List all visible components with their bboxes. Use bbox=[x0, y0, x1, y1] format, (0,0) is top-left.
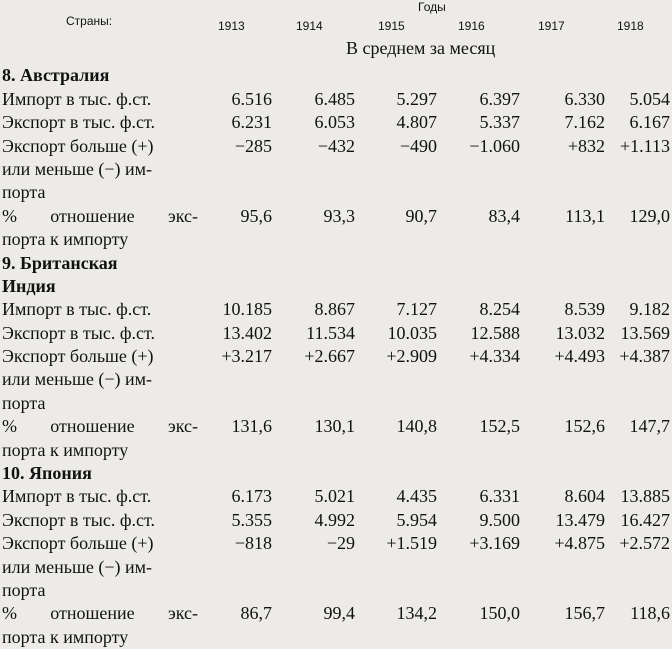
import-1918: 9.182 bbox=[629, 299, 670, 320]
year-1916: 1916 bbox=[458, 19, 485, 33]
balance-1914: +2.667 bbox=[304, 346, 355, 367]
import-label: Импорт в тыс. ф.ст. bbox=[2, 486, 152, 507]
section-title-row bbox=[0, 462, 670, 485]
section-title-row bbox=[0, 64, 670, 87]
export-1917: 13.032 bbox=[555, 322, 605, 343]
percent-label bbox=[0, 204, 200, 227]
percent-1918: 147,7 bbox=[629, 416, 670, 437]
balance-1913: −285 bbox=[234, 135, 272, 156]
import-1915: 7.127 bbox=[396, 299, 437, 320]
year-1918: 1918 bbox=[617, 19, 644, 33]
balance-label: Экспорт больше (+) bbox=[2, 346, 154, 367]
import-1915: 4.435 bbox=[396, 486, 437, 507]
years-header: Годы bbox=[418, 0, 446, 14]
balance-row bbox=[0, 345, 670, 368]
export-1913: 13.402 bbox=[222, 322, 272, 343]
export-1914: 6.053 bbox=[314, 112, 355, 133]
balance-label-line-2: или меньше (−) им- bbox=[2, 158, 152, 179]
balance-label-row-2 bbox=[0, 555, 670, 578]
balance-1916: +4.334 bbox=[469, 346, 520, 367]
subheader-monthly-average: В среднем за месяц bbox=[346, 38, 496, 58]
import-1916: 6.397 bbox=[479, 88, 520, 109]
balance-1917: +4.493 bbox=[554, 346, 605, 367]
export-label: Экспорт в тыс. ф.ст. bbox=[2, 322, 156, 343]
export-row bbox=[0, 508, 670, 531]
balance-label-row-2 bbox=[0, 368, 670, 391]
balance-1918: +2.572 bbox=[619, 533, 670, 554]
trade-table bbox=[0, 64, 670, 649]
export-1918: 16.427 bbox=[620, 509, 670, 530]
percent-1916: 83,4 bbox=[488, 205, 520, 226]
export-label: Экспорт в тыс. ф.ст. bbox=[2, 112, 156, 133]
export-1917: 13.479 bbox=[555, 509, 605, 530]
balance-label-line-2: или меньше (−) им- bbox=[2, 556, 152, 577]
import-1915: 5.297 bbox=[396, 88, 437, 109]
export-1913: 6.231 bbox=[231, 112, 272, 133]
balance-1916: +3.169 bbox=[469, 533, 520, 554]
export-1916: 9.500 bbox=[479, 509, 520, 530]
year-1913: 1913 bbox=[218, 19, 245, 33]
percent-word-1: отношение bbox=[50, 205, 135, 226]
percent-sign: % bbox=[2, 416, 17, 437]
import-1917: 8.604 bbox=[564, 486, 605, 507]
export-1914: 11.534 bbox=[306, 322, 355, 343]
year-1914: 1914 bbox=[296, 19, 323, 33]
balance-1915: +1.519 bbox=[386, 533, 437, 554]
percent-1913: 131,6 bbox=[231, 416, 272, 437]
export-1916: 12.588 bbox=[470, 322, 520, 343]
balance-label-line-2: или меньше (−) им- bbox=[2, 369, 152, 390]
balance-label-line-3: порта bbox=[2, 182, 46, 203]
countries-header: Страны: bbox=[66, 14, 113, 28]
percent-word-2: экс- bbox=[167, 603, 198, 624]
percent-1918: 118,6 bbox=[630, 603, 670, 624]
import-1918: 13.885 bbox=[620, 486, 670, 507]
balance-1918: +1.113 bbox=[620, 135, 670, 156]
percent-label-line-2: порта к импорту bbox=[2, 229, 129, 250]
section-title: 10. Япония bbox=[2, 463, 92, 484]
balance-label-row-3 bbox=[0, 579, 670, 602]
section-title: 9. Британская bbox=[2, 252, 118, 273]
import-1916: 6.331 bbox=[479, 486, 520, 507]
percent-label bbox=[0, 602, 200, 625]
percent-1916: 152,5 bbox=[479, 416, 520, 437]
export-1915: 5.954 bbox=[396, 509, 437, 530]
percent-label-row-2 bbox=[0, 625, 670, 648]
percent-1917: 156,7 bbox=[564, 603, 605, 624]
import-row bbox=[0, 87, 670, 110]
percent-word-2: экс- bbox=[167, 416, 198, 437]
balance-label-row-3 bbox=[0, 391, 670, 414]
export-label: Экспорт в тыс. ф.ст. bbox=[2, 509, 156, 530]
balance-row bbox=[0, 532, 670, 555]
percent-label bbox=[0, 415, 200, 438]
import-label: Импорт в тыс. ф.ст. bbox=[2, 88, 152, 109]
percent-1914: 99,4 bbox=[323, 603, 355, 624]
percent-word-2: экс- bbox=[167, 205, 198, 226]
balance-1913: −818 bbox=[234, 533, 272, 554]
percent-label-row-2 bbox=[0, 228, 670, 251]
export-row bbox=[0, 321, 670, 344]
import-1914: 5.021 bbox=[314, 486, 355, 507]
year-1917: 1917 bbox=[538, 19, 565, 33]
import-row bbox=[0, 485, 670, 508]
import-1914: 8.867 bbox=[314, 299, 355, 320]
percent-sign: % bbox=[2, 205, 17, 226]
export-row bbox=[0, 111, 670, 134]
balance-row bbox=[0, 134, 670, 157]
percent-row bbox=[0, 602, 670, 625]
balance-1915: +2.909 bbox=[386, 346, 437, 367]
percent-label-row-2 bbox=[0, 438, 670, 461]
percent-1915: 90,7 bbox=[405, 205, 437, 226]
export-1915: 4.807 bbox=[396, 112, 437, 133]
balance-1914: −29 bbox=[326, 533, 355, 554]
export-1914: 4.992 bbox=[314, 509, 355, 530]
import-1914: 6.485 bbox=[314, 88, 355, 109]
export-1917: 7.162 bbox=[564, 112, 605, 133]
import-1913: 6.173 bbox=[231, 486, 272, 507]
percent-1915: 140,8 bbox=[396, 416, 437, 437]
import-1918: 5.054 bbox=[629, 88, 670, 109]
section-title: 8. Австралия bbox=[2, 65, 110, 86]
percent-sign: % bbox=[2, 603, 17, 624]
import-1916: 8.254 bbox=[479, 299, 520, 320]
balance-1914: −432 bbox=[317, 135, 355, 156]
balance-label-row-3 bbox=[0, 181, 670, 204]
percent-label-line-2: порта к импорту bbox=[2, 626, 129, 647]
export-1918: 6.167 bbox=[629, 112, 670, 133]
balance-1916: −1.060 bbox=[469, 135, 520, 156]
percent-word-1: отношение bbox=[50, 416, 135, 437]
balance-label: Экспорт больше (+) bbox=[2, 533, 154, 554]
percent-row bbox=[0, 415, 670, 438]
percent-label-line-2: порта к импорту bbox=[2, 439, 129, 460]
percent-1917: 113,1 bbox=[565, 205, 605, 226]
import-1913: 6.516 bbox=[231, 88, 272, 109]
balance-1915: −490 bbox=[399, 135, 437, 156]
balance-label: Экспорт больше (+) bbox=[2, 135, 154, 156]
section-title-row bbox=[0, 251, 670, 274]
import-1917: 6.330 bbox=[564, 88, 605, 109]
balance-1917: +4.875 bbox=[554, 533, 605, 554]
section-title-row-2 bbox=[0, 275, 670, 298]
percent-1915: 134,2 bbox=[396, 603, 437, 624]
year-1915: 1915 bbox=[378, 19, 405, 33]
import-1917: 8.539 bbox=[564, 299, 605, 320]
percent-1917: 152,6 bbox=[564, 416, 605, 437]
percent-row bbox=[0, 204, 670, 227]
percent-1914: 93,3 bbox=[323, 205, 355, 226]
export-1918: 13.569 bbox=[620, 322, 670, 343]
section-title-line-2: Индия bbox=[2, 275, 56, 296]
export-1915: 10.035 bbox=[387, 322, 437, 343]
balance-label-row-2 bbox=[0, 158, 670, 181]
import-row bbox=[0, 298, 670, 321]
balance-label-line-3: порта bbox=[2, 392, 46, 413]
export-1913: 5.355 bbox=[231, 509, 272, 530]
percent-1913: 95,6 bbox=[240, 205, 272, 226]
percent-1914: 130,1 bbox=[314, 416, 355, 437]
import-label: Импорт в тыс. ф.ст. bbox=[2, 299, 152, 320]
balance-label-line-3: порта bbox=[2, 579, 46, 600]
export-1916: 5.337 bbox=[479, 112, 520, 133]
import-1913: 10.185 bbox=[222, 299, 272, 320]
balance-1918: +4.387 bbox=[619, 346, 670, 367]
balance-1917: +832 bbox=[567, 135, 605, 156]
percent-1913: 86,7 bbox=[240, 603, 272, 624]
percent-word-1: отношение bbox=[50, 603, 135, 624]
percent-1916: 150,0 bbox=[479, 603, 520, 624]
percent-1918: 129,0 bbox=[629, 205, 670, 226]
balance-1913: +3.217 bbox=[221, 346, 272, 367]
